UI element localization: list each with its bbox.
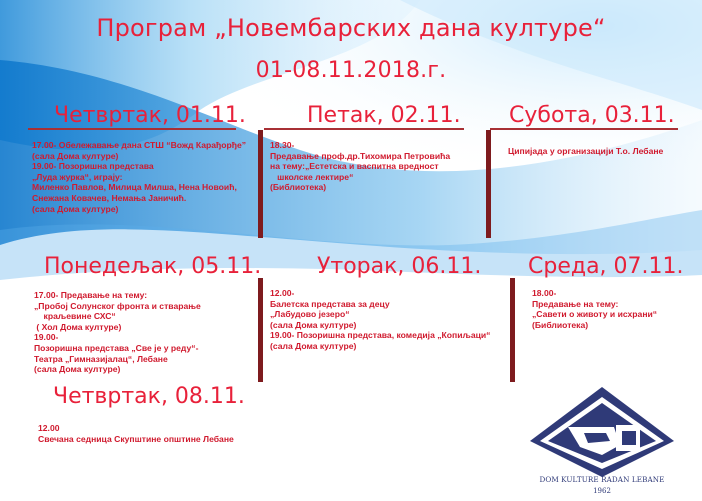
event-line: (сала Дома културе) [32, 203, 119, 214]
logo-name: DOM KULTURE RADAN LEBANE [539, 475, 665, 484]
day-heading-friday-02: Петак, 02.11. [307, 103, 461, 128]
event-line: Театра „Гимназијалац“, Лебане [34, 353, 168, 364]
day-heading-tuesday-06: Уторак, 06.11. [317, 254, 482, 279]
day-heading-thursday-01: Четвртак, 01.11. [54, 103, 246, 128]
day-events-monday-05 [34, 290, 201, 375]
logo-year: 1962 [593, 487, 611, 495]
separator-bar [258, 130, 263, 238]
event-line: „Пробој Солунског фронта и стварање [34, 300, 201, 311]
day-events-thursday-08 [38, 423, 234, 444]
event-line: (сала Дома културе) [34, 364, 121, 375]
event-line: 18.00- [532, 288, 557, 298]
event-line: 12.00- [270, 288, 295, 298]
event-line: (сала Дома културе) [32, 150, 119, 161]
event-line: на тему:„Естетска и васпитна вредност [270, 161, 439, 172]
event-line: Ципијада у организацији Т.о. Лебане [508, 146, 664, 156]
event-line: 18.30- [270, 140, 295, 150]
event-line: (Библиотека) [270, 182, 327, 193]
event-line: „Лабудово језеро“ [270, 309, 350, 320]
event-line: (Библиотека) [532, 319, 589, 330]
separator-bar [510, 278, 515, 382]
event-line: Миленко Павлов, Милица Милша, Нена Новоић, [32, 182, 237, 193]
divider-line [28, 128, 236, 130]
day-events-thursday-01 [32, 140, 246, 214]
day-heading-wednesday-07: Среда, 07.11. [528, 254, 684, 279]
day-events-wednesday-07 [532, 288, 657, 330]
event-line: Предавање на тему: [532, 298, 619, 309]
event-line: 19.00- [34, 332, 59, 343]
event-line: 17.00- Предавање на тему: [34, 290, 148, 300]
event-line: Снежана Ковачев, Немања Јаничић. [32, 192, 187, 203]
program-dates: 01-08.11.2018.г. [255, 58, 447, 83]
event-line: школске лектире“ [270, 171, 354, 182]
event-line: 12.00 [38, 423, 60, 433]
event-line: Предавање проф.др.Тихомира Петровића [270, 150, 451, 161]
program-title: Програм „Новембарских дана културе“ [96, 14, 606, 42]
event-line: (сала Дома културе) [270, 319, 357, 330]
divider-line [490, 128, 678, 130]
day-events-friday-02 [270, 140, 450, 193]
day-events-tuesday-06 [270, 288, 490, 352]
event-line: „Савети о животу и исхрани“ [532, 309, 658, 320]
day-heading-saturday-03: Субота, 03.11. [509, 103, 675, 128]
event-line: краљевине СХС“ [34, 311, 116, 322]
event-line: 19.00- Позоришна представа, комедија „Копиљаци“ [270, 330, 491, 341]
divider-line [264, 128, 464, 130]
event-line: „Луда журка“, играју: [32, 171, 123, 182]
event-line: 19.00- Позоришна представа [32, 161, 154, 172]
day-events-saturday-03 [508, 146, 663, 157]
event-line: 17.00- Обележавање дана СТШ “Вожд Карађорђе” [32, 140, 247, 150]
event-line: Свечана седница Скупштине општине Лебане [38, 433, 234, 444]
day-heading-thursday-08: Четвртак, 08.11. [53, 384, 245, 409]
event-line: Балетска представа за децу [270, 298, 390, 309]
event-line: ( Хол Дома културе) [34, 321, 122, 332]
event-line: (сала Дома културе) [270, 340, 357, 351]
separator-bar [258, 278, 263, 382]
separator-bar [486, 130, 491, 238]
event-line: Позоришна представа „Све је у реду“- [34, 342, 199, 353]
day-heading-monday-05: Понедељак, 05.11. [44, 254, 262, 279]
